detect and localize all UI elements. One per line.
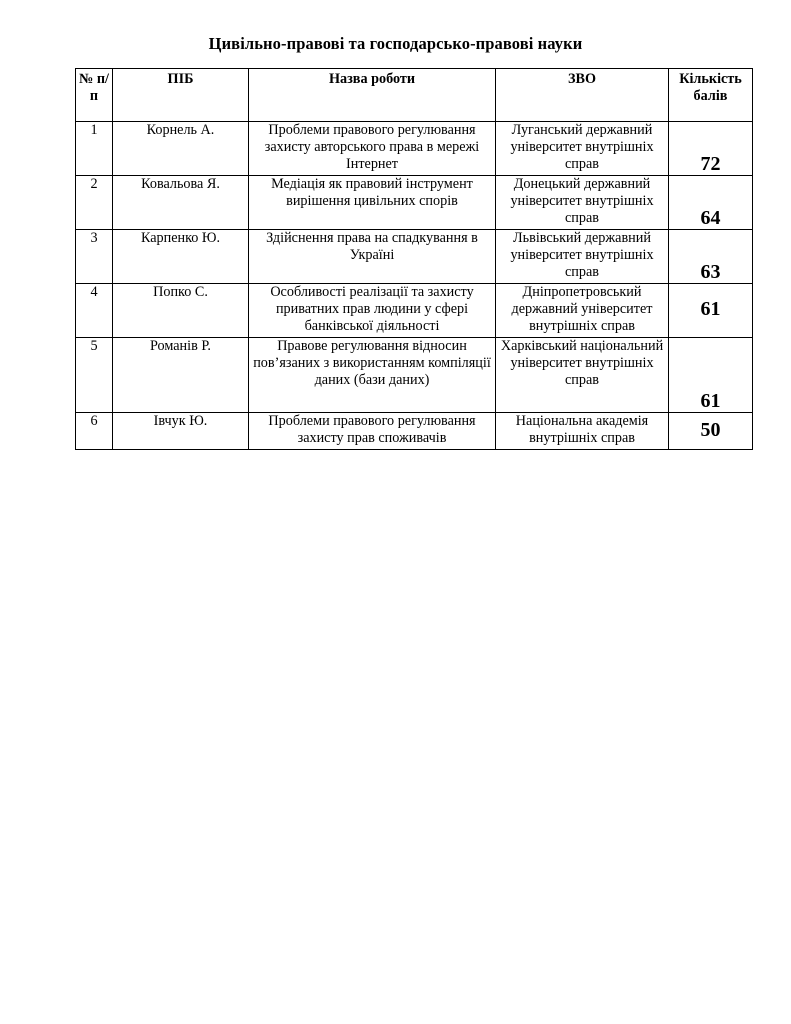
table-header-row — [76, 69, 753, 122]
header-university: ЗВО — [496, 69, 669, 122]
table-row — [76, 176, 753, 230]
row-score: 72 — [669, 122, 753, 176]
page-title: Цивільно-правові та господарсько-правові науки — [208, 34, 583, 53]
header-number: № п/п — [76, 69, 113, 122]
row-score: 63 — [669, 230, 753, 284]
row-university: Луганський державний університет внутрішніх справ — [496, 122, 669, 176]
row-name: Івчук Ю. — [113, 413, 249, 450]
header-score: Кількість балів — [669, 69, 753, 122]
row-university: Харківський національний університет внутрішніх справ — [496, 338, 669, 413]
row-number: 3 — [76, 230, 113, 284]
header-work: Назва роботи — [249, 69, 496, 122]
row-number: 4 — [76, 284, 113, 338]
table-row — [76, 338, 753, 413]
row-number: 5 — [76, 338, 113, 413]
row-number: 1 — [76, 122, 113, 176]
row-work: Проблеми правового регулювання захисту прав споживачів — [249, 413, 496, 450]
row-score: 61 — [669, 284, 753, 338]
row-work: Здійснення права на спадкування в Україні — [249, 230, 496, 284]
table-row — [76, 230, 753, 284]
row-work: Медіація як правовий інструмент вирішення цивільних спорів — [249, 176, 496, 230]
row-university: Донецький державний університет внутрішніх справ — [496, 176, 669, 230]
row-score: 50 — [669, 413, 753, 450]
row-university: Національна академія внутрішніх справ — [496, 413, 669, 450]
row-university: Львівський державний університет внутрішніх справ — [496, 230, 669, 284]
row-score: 61 — [669, 338, 753, 413]
row-score: 64 — [669, 176, 753, 230]
table-row — [76, 413, 753, 450]
row-work: Проблеми правового регулювання захисту авторського права в мережі Інтернет — [249, 122, 496, 176]
row-number: 6 — [76, 413, 113, 450]
row-name: Ковальова Я. — [113, 176, 249, 230]
row-name: Романів Р. — [113, 338, 249, 413]
row-work: Правове регулювання відносин пов’язаних з використанням компіляції даних (бази даних) — [249, 338, 496, 413]
results-table — [75, 68, 753, 450]
row-university: Дніпропетровський державний університет внутрішніх справ — [496, 284, 669, 338]
row-work: Особливості реалізації та захисту приватних прав людини у сфері банківської діяльності — [249, 284, 496, 338]
header-name: ПІБ — [113, 69, 249, 122]
table-row — [76, 284, 753, 338]
row-name: Корнель А. — [113, 122, 249, 176]
row-number: 2 — [76, 176, 113, 230]
row-name: Карпенко Ю. — [113, 230, 249, 284]
table-row — [76, 122, 753, 176]
row-name: Попко С. — [113, 284, 249, 338]
